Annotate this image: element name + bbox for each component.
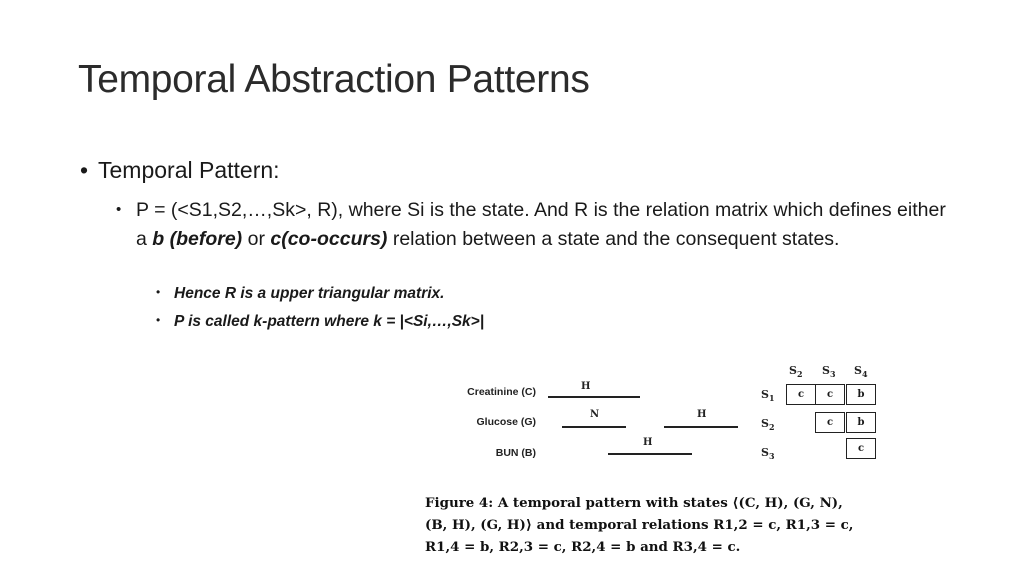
bullet-dot: • [156,313,161,327]
caption-line: Figure 4: A temporal pattern with states ⟨(C, H), (G, N), [425,495,843,511]
matrix-cell-3-4: c [846,438,876,459]
definition-part3: relation between a state and the consequent states. [387,227,840,250]
matrix-cell-1-2: c [786,384,816,405]
matrix-col-header: $S_2$ [789,364,803,380]
before-term: b (before) [152,227,243,250]
matrix-cell-1-4: b [846,384,876,405]
segment-label: N [590,409,600,420]
row-label-bun: BUN (B) [495,447,536,459]
bullet-text: P is called k-pattern where k = |<Si,…,Sk>| [174,313,485,330]
segment-label: H [581,381,591,392]
matrix-cell-2-4: b [846,412,876,433]
bullet-text: Temporal Pattern: [98,157,280,183]
bullet-dot: • [156,285,161,299]
matrix-row-header: $S_2$ [761,417,775,433]
bullet-dot: • [116,201,122,218]
segment-glucose-h [664,426,738,428]
segment-label: H [697,409,707,420]
bullet-text: Hence R is a upper triangular matrix. [174,285,445,302]
row-label-creatinine: Creatinine (C) [467,386,536,398]
cooccurs-term: c(co-occurs) [270,227,388,250]
matrix-cell-1-3: c [815,384,845,405]
caption-line: R1,4 = b, R2,3 = c, R2,4 = b and R3,4 = c. [425,539,741,555]
figure-caption [425,492,925,558]
segment-glucose-n [562,426,626,428]
slide-title: Temporal Abstraction Patterns [78,58,590,101]
segment-creatinine-h [548,396,640,398]
definition-part2: or [242,227,271,250]
caption-line: (B, H), (G, H)⟩ and temporal relations R1,2 = c, R1,3 = c, [425,517,854,533]
matrix-col-header: $S_4$ [854,364,868,380]
matrix-row-header: $S_1$ [761,388,775,404]
segment-label: H [643,437,653,448]
bullet-text [136,196,946,253]
segment-bun-h [608,453,692,455]
matrix-col-header: $S_3$ [822,364,836,380]
matrix-row-header: $S_3$ [761,446,775,462]
row-label-glucose: Glucose (G) [476,416,536,428]
matrix-cell-2-3: c [815,412,845,433]
definition-part1: P = (<S1,S2,…,Sk>, R), where Si is the state. And R is the relation matrix which defines either a [136,199,946,250]
bullet-dot: • [80,157,89,183]
